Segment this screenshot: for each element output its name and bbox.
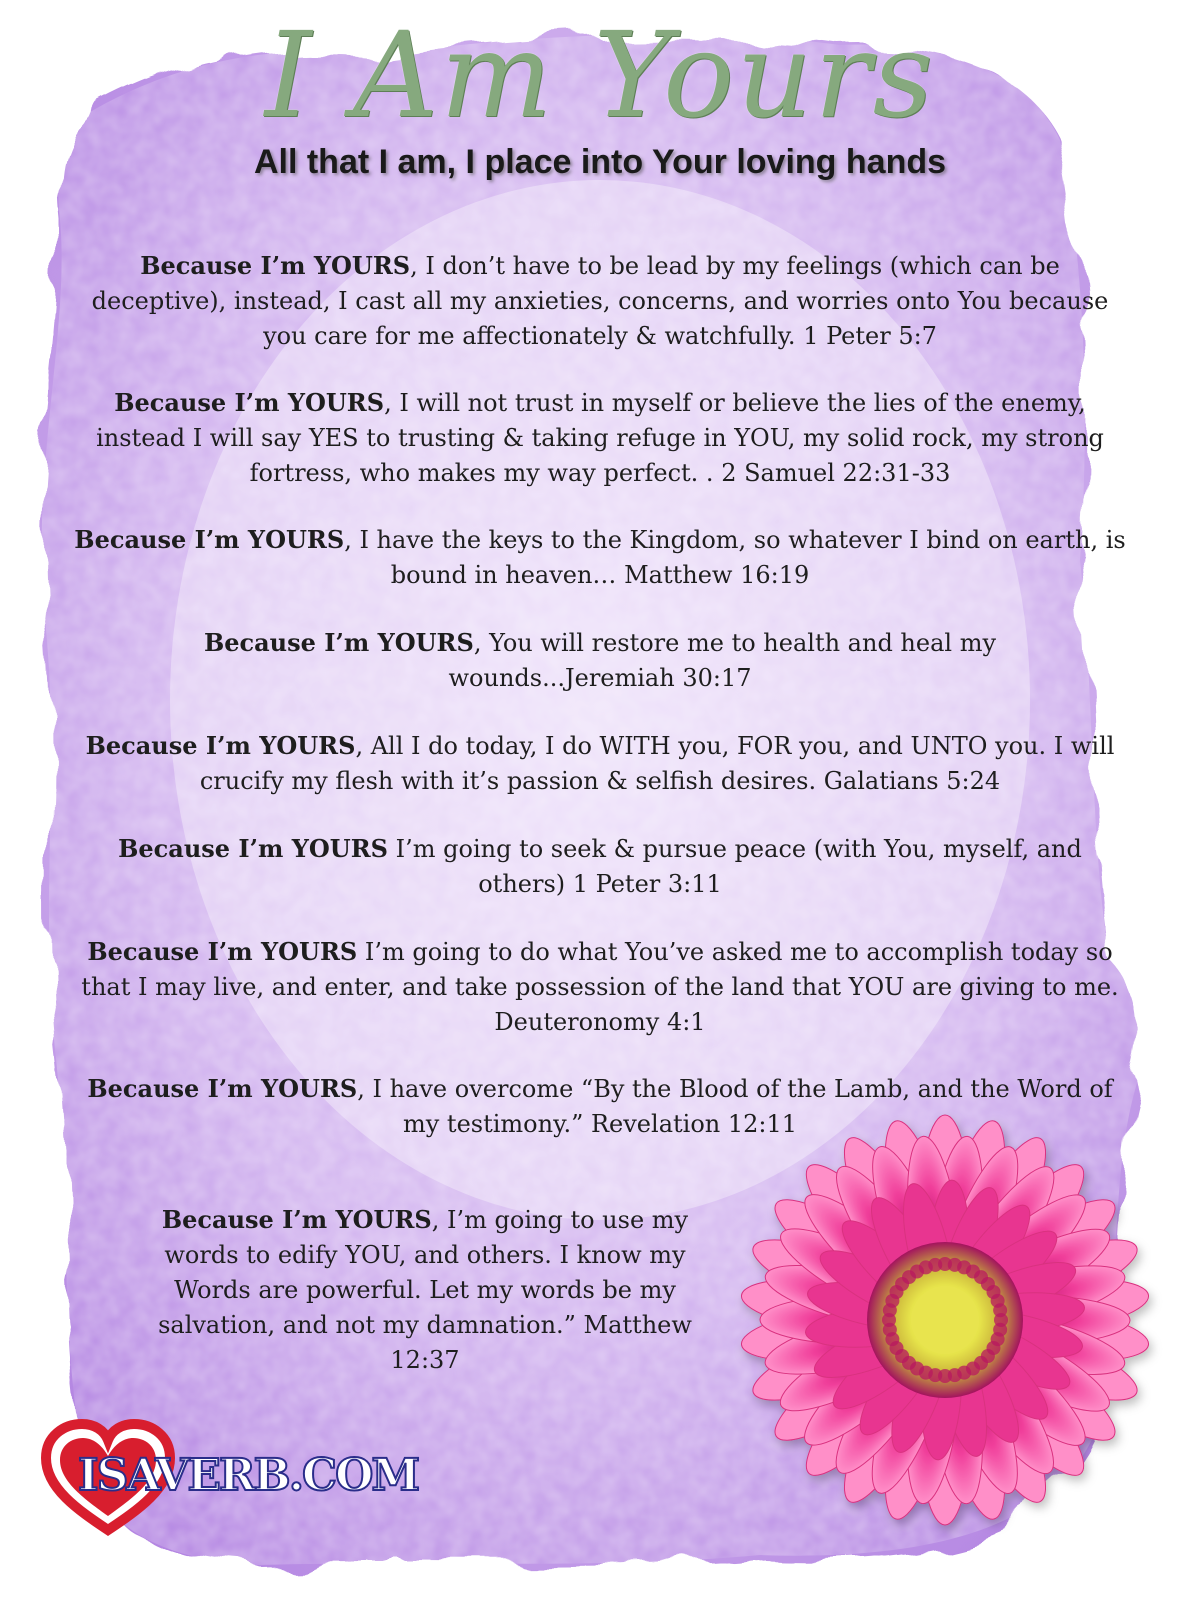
stanza-7 <box>70 934 1130 1040</box>
stanza-text: I’m going to do what You’ve asked me to accomplish today so that I may live, and enter, and take possession of the land that YOU are giving to me. Deuteronomy 4:1 <box>81 938 1119 1036</box>
gerbera-daisy-icon <box>715 1115 1175 1575</box>
stanza-text: , You will restore me to health and heal my wounds...Jeremiah 30:17 <box>448 629 997 692</box>
stanza-3 <box>70 522 1130 593</box>
page-title: I Am Yours <box>264 6 936 144</box>
logo-text: ISAVERB.COM <box>78 1450 419 1501</box>
stanza-9 <box>140 1202 710 1378</box>
stanza-1 <box>70 248 1130 354</box>
stanza-text: , I have the keys to the Kingdom, so whatever I bind on earth, is bound in heaven… Matthew 16:19 <box>344 526 1126 589</box>
stanza-4 <box>160 625 1040 696</box>
stanza-lead: Because I’m YOURS <box>87 937 358 966</box>
stanza-lead: Because I’m YOURS <box>87 1074 358 1103</box>
floret <box>993 1303 1007 1317</box>
stanza-2 <box>70 385 1130 491</box>
stanza-lead: Because I’m YOURS <box>140 251 411 280</box>
stanza-text: , I will not trust in myself or believe the lies of the enemy, instead I will say YES to trusting & taking refuge in YOU, my solid rock, my strong fortress, who makes my way perfect. . 2 Samuel 22:31-33 <box>96 389 1104 487</box>
stanza-text: , I’m going to use my words to edify YOU, and others. I know my Words are powerful. Let my words be my salvation, and not my damnation.” Matthew 12:37 <box>158 1206 692 1374</box>
stanza-text: , I have overcome “By the Blood of the Lamb, and the Word of my testimony.” Revelation 12:11 <box>357 1075 1113 1138</box>
stanza-lead: Because I’m YOURS <box>74 525 345 554</box>
page-subtitle: All that I am, I place into Your loving hands <box>253 143 947 181</box>
stanza-text: , I don’t have to be lead by my feelings (which can be deceptive), instead, I cast all my anxieties, concerns, and worries onto You because you care for me affectionately & watchfully. 1 Peter 5:7 <box>91 252 1109 350</box>
stanza-5 <box>70 728 1130 799</box>
stanza-lead: Because I’m YOURS <box>118 834 388 863</box>
stanza-6 <box>90 831 1110 902</box>
stanza-text: , All I do today, I do WITH you, FOR you, and UNTO you. I will crucify my flesh with it’s passion & selfish desires. Galatians 5:24 <box>199 732 1115 795</box>
heart-logo-icon <box>38 1418 419 1538</box>
stanza-lead: Because I’m YOURS <box>114 388 385 417</box>
stanza-lead: Because I’m YOURS <box>85 731 356 760</box>
stanza-lead: Because I’m YOURS <box>203 628 474 657</box>
stanza-lead: Because I’m YOURS <box>161 1205 432 1234</box>
stanza-text: I’m going to seek & pursue peace (with You, myself, and others) 1 Peter 3:11 <box>388 835 1082 898</box>
